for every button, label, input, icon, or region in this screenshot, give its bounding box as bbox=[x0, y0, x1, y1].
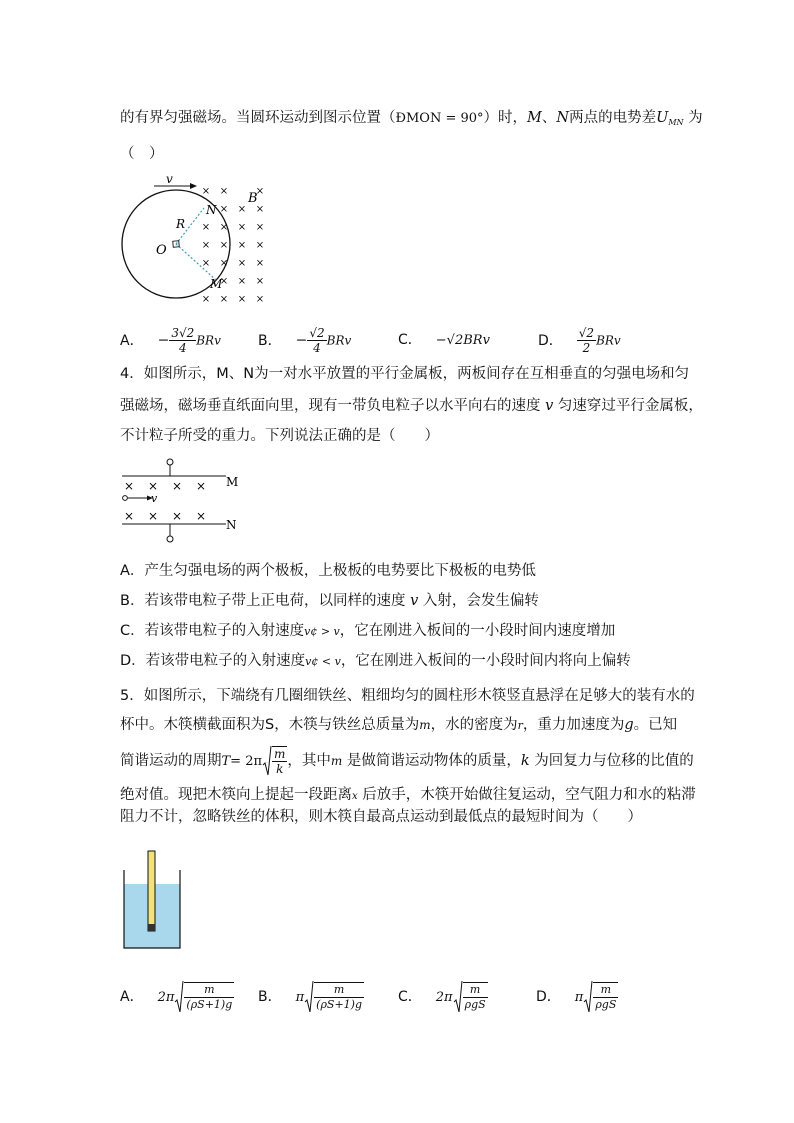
q4-option-b-v: v bbox=[410, 593, 419, 609]
q5-iron-wire bbox=[148, 924, 155, 931]
q5-stem-line5: 阻力不计，忽略铁丝的体积，则木筷自最高点运动到最低点的最短时间为（ ） bbox=[120, 809, 642, 825]
q3-sep: 、 bbox=[541, 110, 557, 126]
radical-icon bbox=[453, 980, 463, 1014]
q3-option-a-sign: − bbox=[157, 332, 170, 349]
radical-icon bbox=[304, 980, 314, 1014]
q4-stem-line3: 不计粒子所受的重力。下列说法正确的是（ ） bbox=[120, 428, 439, 444]
q3-stem-text-d: 为 bbox=[683, 110, 703, 126]
q5-period-eq: = 2π bbox=[230, 754, 263, 769]
q5-option-b[interactable] bbox=[258, 978, 364, 1016]
q5-option-d-num: m bbox=[593, 983, 618, 998]
q3-option-a-den: 4 bbox=[178, 341, 187, 355]
q4-stem-line2 bbox=[120, 396, 703, 416]
q4-option-d-text-a: D．若该带电粒子的入射速度 bbox=[120, 653, 306, 669]
q3-option-b-sign: − bbox=[295, 332, 308, 349]
q4-option-c-expr: v¢ > v bbox=[304, 625, 340, 638]
q3-option-b-den: 4 bbox=[313, 341, 321, 355]
q4-stem-text-b: 匀速穿过平行金属板， bbox=[553, 398, 703, 414]
q3-angle: ÐMON = 90° bbox=[395, 111, 484, 126]
field-cross-icon: × bbox=[237, 258, 247, 269]
q3-u-sub: MN bbox=[668, 118, 684, 127]
q3-option-b[interactable] bbox=[258, 326, 351, 355]
field-cross-icon: × bbox=[123, 509, 135, 523]
q4-stem-text-a: 强磁场，磁场垂直纸面向里，现有一带负电粒子以水平向右的速度 bbox=[120, 398, 546, 414]
q3-option-a-num: 3√2 bbox=[171, 326, 195, 340]
q4-option-b-text-a: B．若该带电粒子带上正电荷，以同样的速度 bbox=[120, 593, 411, 609]
q5-stem-rho: r bbox=[517, 719, 523, 732]
q5-period-radical bbox=[262, 744, 287, 778]
q4-option-d[interactable] bbox=[120, 651, 631, 672]
q5-stem-text-c3: 是做简谐运动物体的质量， bbox=[342, 753, 521, 769]
field-cross-icon: × bbox=[237, 222, 247, 233]
q3-label-b: B bbox=[248, 191, 258, 206]
field-cross-icon: × bbox=[219, 276, 229, 287]
q3-label-v: v bbox=[166, 172, 173, 186]
q3-option-c-expr: −√2BRv bbox=[435, 333, 490, 348]
q5-stem-line4 bbox=[120, 785, 696, 807]
field-cross-icon: × bbox=[237, 294, 247, 305]
q4-stem-line1: 4．如图所示，M、N为一对水平放置的平行金属板，两板间存在互相垂直的匀强电场和匀 bbox=[120, 366, 690, 382]
q4-option-c-text-a: C．若该带电粒子的入射速度 bbox=[120, 623, 305, 639]
field-cross-icon: × bbox=[255, 186, 265, 197]
field-cross-icon: × bbox=[255, 294, 265, 305]
q4-option-b[interactable] bbox=[120, 591, 539, 611]
q3-label-m: M bbox=[210, 277, 223, 291]
field-cross-icon: × bbox=[147, 479, 159, 493]
field-cross-icon: × bbox=[255, 258, 265, 269]
q5-stem-text-d: 。已知 bbox=[633, 717, 678, 733]
q5-stem-text-b: ，水的密度为 bbox=[430, 717, 518, 733]
q5-stem-text-c: ，重力加速度为 bbox=[522, 717, 625, 733]
q4-option-b-text-b: 入射，会发生偏转 bbox=[418, 593, 539, 609]
radical-icon bbox=[174, 980, 184, 1014]
q3-option-a[interactable] bbox=[120, 326, 221, 355]
q5-option-c[interactable] bbox=[398, 978, 488, 1016]
q4-option-c-text-b: ，它在刚进入板间的一小段时间内速度增加 bbox=[339, 623, 616, 639]
q3-option-c[interactable] bbox=[398, 330, 490, 351]
q5-option-d-coef: π bbox=[574, 990, 584, 1005]
field-cross-icon: × bbox=[219, 258, 229, 269]
q5-period-num: m bbox=[274, 747, 286, 761]
q5-stem-line2 bbox=[120, 715, 677, 736]
q5-stem-text-d3: 为回复力与位移的比值的 bbox=[529, 753, 694, 769]
q4-option-a[interactable]: A．产生匀强电场的两个极板，上极板的电势要比下极板的电势低 bbox=[120, 563, 536, 579]
q3-option-a-tail: BRv bbox=[196, 333, 221, 348]
field-cross-icon: × bbox=[147, 509, 159, 523]
q4-label-n: N bbox=[226, 518, 237, 532]
q5-stem-text-b3: ，其中 bbox=[287, 753, 331, 769]
q5-stem-line3 bbox=[120, 744, 694, 778]
field-cross-icon: × bbox=[201, 186, 211, 197]
q5-stem-g: g bbox=[624, 717, 634, 733]
q5-option-b-coef: π bbox=[295, 990, 305, 1005]
q3-stem-text-c: 两点的电势差 bbox=[569, 110, 657, 126]
q3-velocity-arrowhead bbox=[190, 183, 197, 189]
field-cross-icon: × bbox=[219, 186, 229, 197]
q3-option-b-tail: BRv bbox=[326, 333, 352, 348]
q5-stem-text-a3: 简谐运动的周期 bbox=[120, 753, 222, 769]
q3-paren: （ ） bbox=[120, 146, 164, 162]
field-cross-icon: × bbox=[219, 240, 229, 251]
q5-option-c-den: ρgS bbox=[464, 998, 486, 1011]
field-cross-icon: × bbox=[237, 204, 247, 215]
q3-option-d[interactable] bbox=[538, 326, 621, 355]
field-cross-icon: × bbox=[237, 240, 247, 251]
q4-stem-v: v bbox=[545, 398, 554, 414]
q3-figure bbox=[118, 172, 278, 308]
q3-option-a-label: A． bbox=[120, 332, 144, 349]
q5-stem-m2: m bbox=[330, 754, 343, 768]
q3-option-b-num: √2 bbox=[309, 326, 325, 340]
field-cross-icon: × bbox=[237, 276, 247, 287]
q5-stem-text-a: 杯中。木筷横截面积为S，木筷与铁丝总质量为 bbox=[120, 717, 420, 733]
field-cross-icon: × bbox=[201, 258, 211, 269]
field-cross-icon: × bbox=[219, 204, 229, 215]
q3-option-d-den: 2 bbox=[582, 341, 591, 355]
q5-option-d-den: ρgS bbox=[595, 998, 617, 1011]
field-cross-icon: × bbox=[123, 479, 135, 493]
field-cross-icon: × bbox=[171, 479, 183, 493]
q5-option-a[interactable] bbox=[120, 978, 234, 1016]
q3-option-c-label: C． bbox=[398, 332, 422, 348]
q5-option-c-coef: 2π bbox=[435, 990, 453, 1005]
q3-label-n: N bbox=[206, 203, 217, 217]
q3-stem-text-b: ）时， bbox=[483, 110, 528, 126]
q4-option-d-text-b: ，它在刚进入板间的一小段时间内将向上偏转 bbox=[340, 653, 631, 669]
field-cross-icon: × bbox=[171, 509, 183, 523]
q5-option-b-num: m bbox=[314, 983, 364, 998]
q5-period-t: T bbox=[221, 754, 231, 769]
q5-stem-x: x bbox=[352, 791, 358, 802]
q5-option-a-coef: 2π bbox=[157, 990, 175, 1005]
radical-icon bbox=[262, 745, 272, 777]
q4-label-m: M bbox=[226, 475, 239, 489]
field-cross-icon: × bbox=[219, 294, 229, 305]
q4-figure bbox=[118, 456, 248, 548]
q5-figure bbox=[120, 848, 184, 952]
q3-option-d-tail: BRv bbox=[596, 333, 621, 348]
field-cross-icon: × bbox=[255, 240, 265, 251]
q3-option-d-num: √2 bbox=[578, 326, 595, 340]
field-cross-icon: × bbox=[195, 509, 207, 523]
q5-option-c-label: C． bbox=[398, 989, 422, 1005]
q4-particle bbox=[123, 496, 128, 501]
q3-point-m: M bbox=[527, 110, 542, 126]
q4-option-c[interactable] bbox=[120, 621, 615, 642]
field-cross-icon: × bbox=[219, 222, 229, 233]
q3-u: U bbox=[656, 110, 669, 126]
q4-terminal-top bbox=[167, 459, 173, 465]
q5-chopstick bbox=[148, 851, 155, 931]
q5-period-den: k bbox=[276, 762, 284, 776]
q5-option-d[interactable] bbox=[536, 978, 618, 1016]
q5-stem-text-a4: 绝对值。现把木筷向上提起一段距离 bbox=[120, 787, 352, 803]
q3-option-d-label: D． bbox=[538, 332, 563, 349]
field-cross-icon: × bbox=[201, 294, 211, 305]
q4-magnetic-field bbox=[124, 479, 206, 523]
q3-option-b-label: B． bbox=[258, 332, 282, 349]
q5-option-b-den: (ρS+1)g bbox=[316, 998, 362, 1011]
radical-icon bbox=[583, 980, 593, 1014]
field-cross-icon: × bbox=[201, 222, 211, 233]
q3-label-o: O bbox=[156, 243, 167, 258]
q5-stem-line1: 5．如图所示，下端绕有几圈细铁丝、粗细均匀的圆柱形木筷竖直悬浮在足够大的装有水的 bbox=[120, 688, 695, 704]
field-cross-icon: × bbox=[255, 204, 265, 215]
q3-point-n: N bbox=[556, 110, 570, 126]
q5-option-a-den: (ρS+1)g bbox=[186, 998, 233, 1011]
q5-option-a-num: m bbox=[184, 983, 234, 998]
field-cross-icon: × bbox=[195, 479, 207, 493]
q5-stem-text-b4: 后放手，木筷开始做往复运动，空气阻力和水的粘滞 bbox=[357, 787, 696, 803]
q3-stem-text: 的有界匀强磁场。当圆环运动到图示位置（ bbox=[120, 110, 396, 126]
q3-stem-line1 bbox=[120, 108, 703, 133]
q5-option-d-label: D． bbox=[536, 989, 561, 1005]
q5-stem-k: k bbox=[520, 753, 530, 769]
q4-option-d-expr: v¢ < v bbox=[305, 655, 341, 668]
q5-option-b-label: B． bbox=[258, 989, 282, 1005]
field-cross-icon: × bbox=[255, 222, 265, 233]
q3-label-r: R bbox=[176, 217, 186, 231]
q5-stem-m: m bbox=[419, 718, 431, 732]
field-cross-icon: × bbox=[255, 276, 265, 287]
q5-option-c-num: m bbox=[463, 983, 488, 998]
field-cross-icon: × bbox=[201, 240, 211, 251]
q4-terminal-bottom bbox=[167, 536, 173, 542]
q5-option-a-label: A． bbox=[120, 989, 144, 1005]
q4-label-v: v bbox=[151, 492, 158, 505]
